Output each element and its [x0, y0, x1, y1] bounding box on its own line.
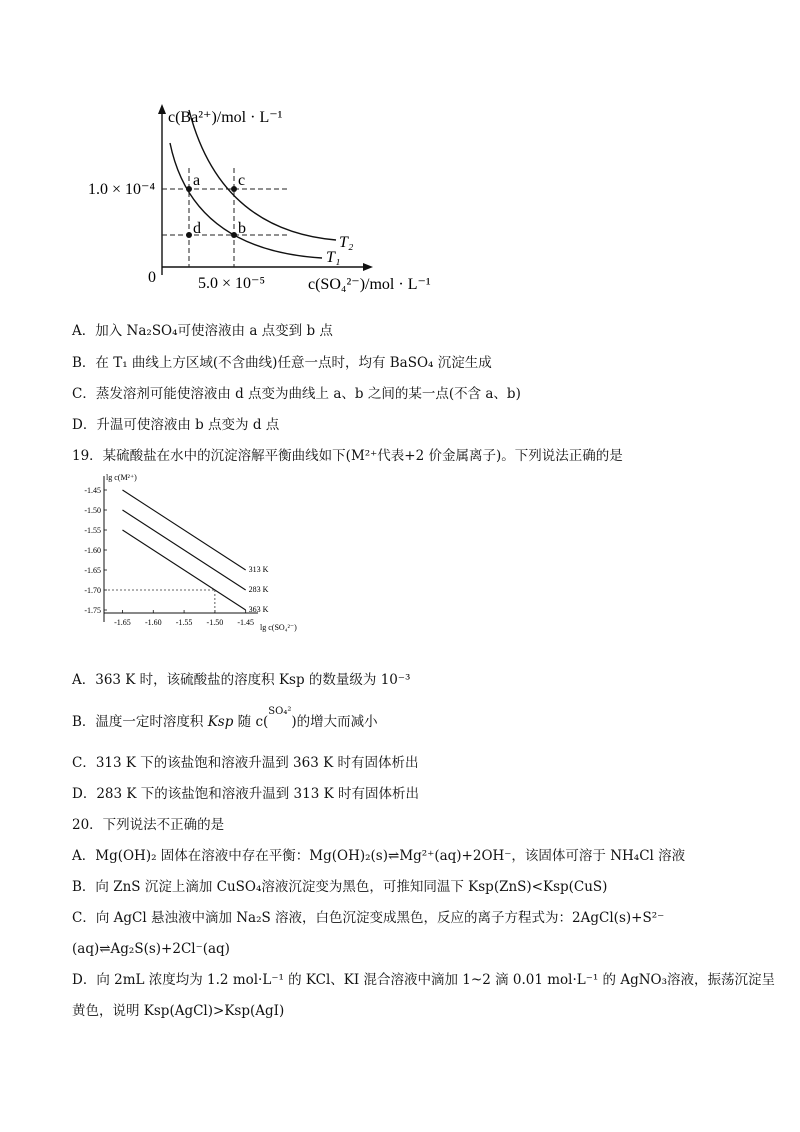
- x-axis-arrow: [363, 263, 373, 271]
- y-axis-arrow: [158, 104, 166, 114]
- q20-stem: 20．下列说法不正确的是: [72, 817, 225, 833]
- x-axis-label: c(SO₄²⁻)/mol · L⁻¹: [308, 276, 431, 293]
- q20-option-c-line1: C．向 AgCl 悬浊液中滴加 Na₂S 溶液，白色沉淀变成黑色，反应的离子方程式为：2AgCl(s)+S²⁻: [72, 910, 665, 926]
- label-d: d: [193, 220, 201, 237]
- q19-b-ion: SO₄²: [268, 706, 292, 717]
- label-a: a: [193, 172, 201, 189]
- chart2-series-label-1: 283 K: [248, 585, 269, 594]
- q20-option-b: B．向 ZnS 沉淀上滴加 CuSO₄溶液沉淀变为黑色，可推知同温下 Ksp(ZnS)<Ksp(CuS): [72, 879, 608, 895]
- label-c: c: [238, 172, 246, 189]
- q20-option-a: A．Mg(OH)₂ 固体在溶液中存在平衡：Mg(OH)₂(s)⇌Mg²⁺(aq)+2OH⁻，该固体可溶于 NH₄Cl 溶液: [72, 848, 686, 864]
- point-c: [231, 186, 237, 192]
- q20-option-d-line2: 黄色，说明 Ksp(AgCl)>Ksp(AgI): [72, 1003, 285, 1019]
- chart2-series-label-2: 363 K: [248, 605, 269, 614]
- point-d: [186, 232, 192, 238]
- chart2-y-tick-label-6: -1.75: [84, 606, 101, 615]
- q20-option-d-line1: D．向 2mL 浓度均为 1.2 mol·L⁻¹ 的 KCl、KI 混合溶液中滴加 1~2 滴 0.01 mol·L⁻¹ 的 AgNO₃溶液，振荡沉淀呈: [72, 972, 776, 988]
- q19-b-ksp: Ksp: [207, 714, 234, 730]
- x-tick-label: 5.0 × 10⁻⁵: [198, 275, 266, 292]
- q19-option-a: A．363 K 时，该硫酸盐的溶度积 Ksp 的数量级为 10⁻³: [72, 672, 411, 688]
- chart2-y-tick-label-3: -1.60: [84, 546, 101, 555]
- chart2-x-tick-label-3: -1.50: [206, 618, 224, 627]
- chart2-y-tick-label-5: -1.70: [84, 586, 101, 595]
- point-b: [231, 232, 237, 238]
- chart2-x-tick-label-1: -1.60: [144, 618, 162, 627]
- q18-option-d: D．升温可使溶液由 b 点变为 d 点: [72, 417, 280, 433]
- chart2-y-tick-label-4: -1.65: [84, 566, 101, 575]
- chart2-series-line-2: [122, 530, 245, 610]
- chart2-x-tick-label-0: -1.65: [114, 618, 131, 627]
- chart2-y-tick-label-1: -1.50: [84, 506, 101, 515]
- origin-label: 0: [148, 269, 156, 286]
- q19-b-suffix: )的增大而减小: [291, 714, 378, 730]
- label-t1: T₁: [326, 249, 341, 266]
- figure-ba-so4-curves: [0, 0, 800, 300]
- chart2-x-tick-label-4: -1.45: [237, 618, 255, 627]
- chart2-y-label: lg c(M²⁺): [106, 473, 137, 482]
- label-t2: T₂: [339, 234, 354, 251]
- q19-option-c: C．313 K 下的该盐饱和溶液升温到 363 K 时有固体析出: [72, 755, 419, 771]
- q19-option-d: D．283 K 下的该盐饱和溶液升温到 313 K 时有固体析出: [72, 786, 419, 802]
- y-tick-label: 1.0 × 10⁻⁴: [88, 181, 156, 198]
- q19-b-prefix: B．温度一定时溶度积: [72, 714, 208, 730]
- label-b: b: [238, 220, 246, 237]
- chart2-series-label-0: 313 K: [248, 565, 269, 574]
- q18-option-b: B．在 T₁ 曲线上方区域(不含曲线)任意一点时，均有 BaSO₄ 沉淀生成: [72, 355, 492, 371]
- q18-option-a: A．加入 Na₂SO₄可使溶液由 a 点变到 b 点: [72, 323, 333, 339]
- chart2-y-tick-label-2: -1.55: [84, 526, 101, 535]
- curve-t2: [189, 110, 336, 240]
- point-a: [186, 186, 192, 192]
- chart2-series-line-1: [122, 510, 245, 590]
- figure-sulfate-lg-chart: [70, 470, 330, 650]
- y-axis-label: c(Ba²⁺)/mol · L⁻¹: [168, 109, 283, 126]
- q19-stem: 19．某硫酸盐在水中的沉淀溶解平衡曲线如下(M²⁺代表+2 价金属离子)。下列说法正确的是: [72, 448, 623, 464]
- chart2-x-tick-label-2: -1.55: [175, 618, 193, 627]
- chart2-y-tick-label-0: -1.45: [84, 486, 101, 495]
- q20-option-c-line2: (aq)⇌Ag₂S(s)+2Cl⁻(aq): [72, 941, 230, 957]
- q18-option-c: C．蒸发溶剂可能使溶液由 d 点变为曲线上 a、b 之间的某一点(不含 a、b): [72, 386, 521, 402]
- chart2-x-label: lg c(SO₄²⁻): [260, 623, 297, 632]
- q19-option-b: [72, 706, 378, 733]
- curve-t1: [170, 143, 322, 258]
- chart2-series-line-0: [122, 490, 245, 570]
- q19-b-mid: 随 c(: [233, 714, 269, 730]
